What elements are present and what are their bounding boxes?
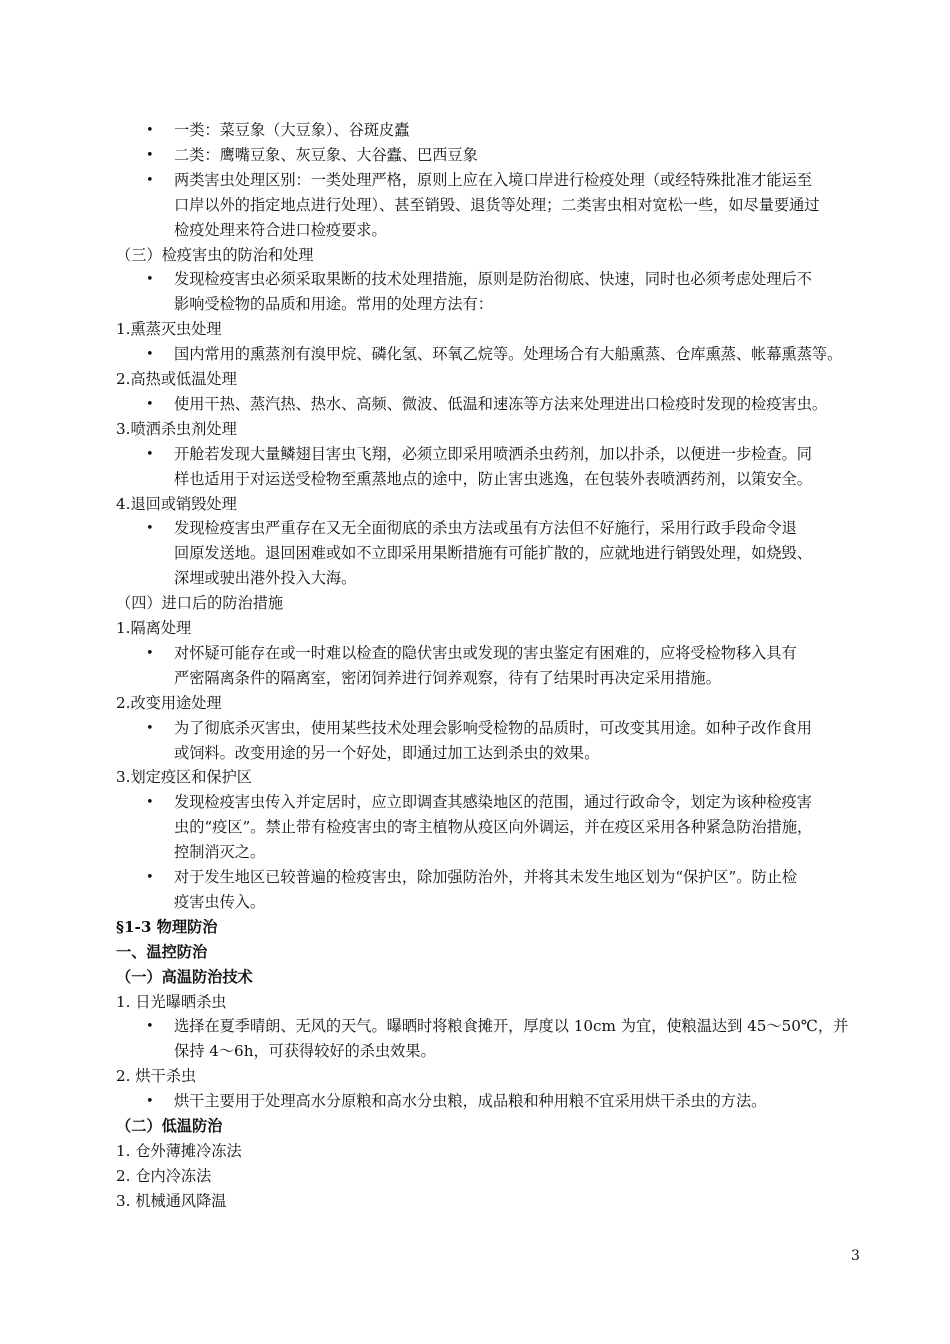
text-line: 1.熏蒸灭虫处理 [116,320,222,338]
bullet-text: 对于发生地区已较普遍的检疫害虫，除加强防治外，并将其未发生地区划为“保护区”。防止检 [174,868,798,886]
text-line: 样也适用于对运送受检物至熏蒸地点的途中，防止害虫逃逸，在包装外表喷洒药剂，以策安全。 [174,470,812,488]
text-line: 3.划定疫区和保护区 [116,768,252,786]
bullet-text: 两类害虫处理区别：一类处理严格，原则上应在入境口岸进行检疫处理（或经特殊批准才能运至 [174,171,812,189]
text-line: 1. 日光曝晒杀虫 [116,993,227,1011]
text-line: 1. 仓外薄摊冷冻法 [116,1142,242,1160]
bullet-text: 开舱若发现大量鳞翅目害虫飞翔，必须立即采用喷洒杀虫药剂，加以扑杀，以便进一步检查。同 [174,445,812,463]
bullet-text: 国内常用的熏蒸剂有溴甲烷、磷化氢、环氧乙烷等。处理场合有大船熏蒸、仓库熏蒸、帐幕熏蒸等。 [174,345,843,363]
text-line: 2. 仓内冷冻法 [116,1167,212,1185]
text-line: 严密隔离条件的隔离室，密闭饲养进行饲养观察，待有了结果时再决定采用措施。 [174,669,721,687]
bullet-marker: • [146,1094,154,1109]
text-line: （四）进口后的防治措施 [116,594,284,612]
text-line: 保持 4～6h，可获得较好的杀虫效果。 [174,1042,436,1060]
bullet-marker: • [146,1019,154,1034]
text-line: 虫的“疫区”。禁止带有检疫害虫的寄主植物从疫区向外调运，并在疫区采用各种紧急防治措施， [174,818,813,836]
bullet-marker: • [146,521,154,536]
bullet-text: 烘干主要用于处理高水分原粮和高水分虫粮，成品粮和种用粮不宜采用烘干杀虫的方法。 [174,1092,767,1110]
bullet-marker: • [146,397,154,412]
text-line: 影响受检物的品质和用途。常用的处理方法有： [174,295,493,313]
text-line: 或饲料。改变用途的另一个好处，即通过加工达到杀虫的效果。 [174,744,600,762]
bullet-marker: • [146,148,154,163]
text-line: 检疫处理来符合进口检疫要求。 [174,221,387,239]
bullet-text: 二类：鹰嘴豆象、灰豆象、大谷蠹、巴西豆象 [174,146,478,164]
bullet-marker: • [146,795,154,810]
text-line: 1.隔离处理 [116,619,192,637]
bullet-marker: • [146,721,154,736]
text-line: （三）检疫害虫的防治和处理 [116,246,314,264]
bullet-text: 发现检疫害虫严重存在又无全面彻底的杀虫方法或虽有方法但不好施行，采用行政手段命令退 [174,519,797,537]
bullet-marker: • [146,347,154,362]
bullet-marker: • [146,447,154,462]
text-line: 4.退回或销毁处理 [116,495,237,513]
text-line: 2.高热或低温处理 [116,370,237,388]
bullet-marker: • [146,173,154,188]
text-line: 深埋或驶出港外投入大海。 [174,569,357,587]
text-line: 疫害虫传入。 [174,893,266,911]
bullet-text: 发现检疫害虫必须采取果断的技术处理措施，原则是防治彻底、快速，同时也必须考虑处理后不 [174,270,812,288]
bullet-text: 为了彻底杀灭害虫，使用某些技术处理会影响受检物的品质时，可改变其用途。如种子改作食用 [174,719,812,737]
section-heading: §1-3 物理防治 [116,918,218,936]
page-number: 3 [851,1248,860,1264]
bullet-marker: • [146,870,154,885]
section-heading: （二）低温防治 [116,1117,223,1135]
bullet-text: 发现检疫害虫传入并定居时，应立即调查其感染地区的范围，通过行政命令，划定为该种检疫害 [174,793,812,811]
bullet-text: 一类：菜豆象（大豆象）、谷斑皮蠹 [174,121,410,139]
text-line: 2.改变用途处理 [116,694,222,712]
section-heading: （一）高温防治技术 [116,968,253,986]
section-heading: 一、温控防治 [116,943,208,961]
text-line: 回原发送地。退回困难或如不立即采用果断措施有可能扩散的，应就地进行销毁处理，如烧毁、 [174,544,812,562]
bullet-text: 选择在夏季晴朗、无风的天气。曝晒时将粮食摊开，厚度以 10cm 为宜，使粮温达到 45～50℃，并 [174,1017,849,1035]
text-line: 3. 机械通风降温 [116,1192,227,1210]
bullet-marker: • [146,646,154,661]
text-line: 2. 烘干杀虫 [116,1067,197,1085]
text-line: 口岸以外的指定地点进行处理）、甚至销毁、退货等处理；二类害虫相对宽松一些，如尽量要通过 [174,196,820,214]
text-line: 3.喷洒杀虫剂处理 [116,420,237,438]
bullet-text: 对怀疑可能存在或一时难以检查的隐伏害虫或发现的害虫鉴定有困难的，应将受检物移入具有 [174,644,797,662]
bullet-marker: • [146,272,154,287]
text-line: 控制消灭之。 [174,843,266,861]
bullet-text: 使用干热、蒸汽热、热水、高频、微波、低温和速冻等方法来处理进出口检疫时发现的检疫害虫。 [174,395,828,413]
bullet-marker: • [146,123,154,138]
